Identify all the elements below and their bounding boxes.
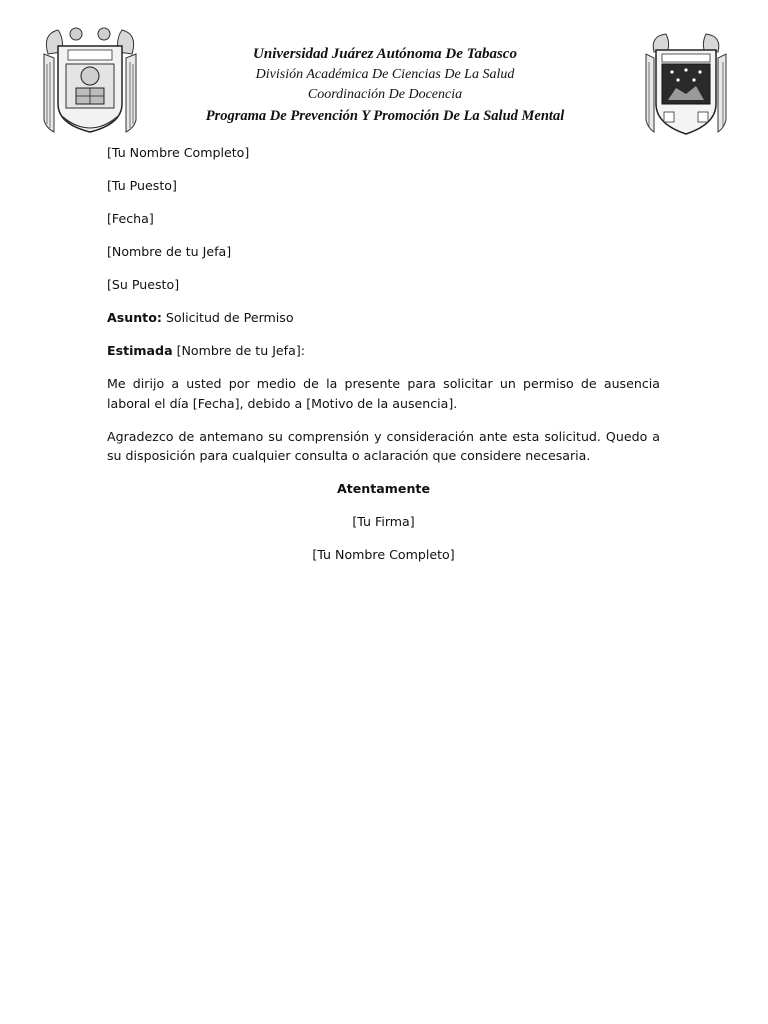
subject-value: Solicitud de Permiso xyxy=(161,309,294,325)
signature-placeholder: [Tu Firma] xyxy=(352,514,415,530)
greeting-label: Estimada xyxy=(107,342,173,358)
coordination-name: Coordinación De Docencia xyxy=(307,87,463,102)
program-name: Programa De Prevención Y Promoción De La Salud Mental xyxy=(205,107,565,124)
closing-name: [Tu Nombre Completo] xyxy=(312,547,455,563)
closing-text: Atentamente xyxy=(337,481,430,497)
recipient-name: [Nombre de tu Jefa] xyxy=(107,243,232,259)
paragraph-thanks: Agradezco de antemano su comprensión y consideración ante esta solicitud. Quedo a su disposición para cualquier consulta o aclaración que considere necesaria. xyxy=(107,428,660,464)
sender-position: [Tu Puesto] xyxy=(107,177,177,193)
sender-name: [Tu Nombre Completo] xyxy=(107,145,250,160)
university-name: Universidad Juárez Autónoma De Tabasco xyxy=(253,46,517,62)
letter-date: [Fecha] xyxy=(107,210,154,226)
document-header xyxy=(150,44,620,126)
closing-line xyxy=(107,479,660,499)
subject-line xyxy=(107,308,660,328)
letter-body xyxy=(107,143,660,578)
paragraph-request: Me dirijo a usted por medio de la presente para solicitar un permiso de ausencia laboral el día [Fecha], debido a [Motivo de la ausencia]. xyxy=(107,375,660,411)
greeting-line xyxy=(107,341,660,361)
subject-label: Asunto: xyxy=(107,309,162,325)
greeting-value: [Nombre de tu Jefa]: xyxy=(172,342,305,358)
recipient-position: [Su Puesto] xyxy=(107,276,180,292)
division-name: División Académica De Ciencias De La Salud xyxy=(255,66,515,82)
university-seal-logo xyxy=(40,24,140,142)
dacs-seal-logo xyxy=(640,30,732,142)
